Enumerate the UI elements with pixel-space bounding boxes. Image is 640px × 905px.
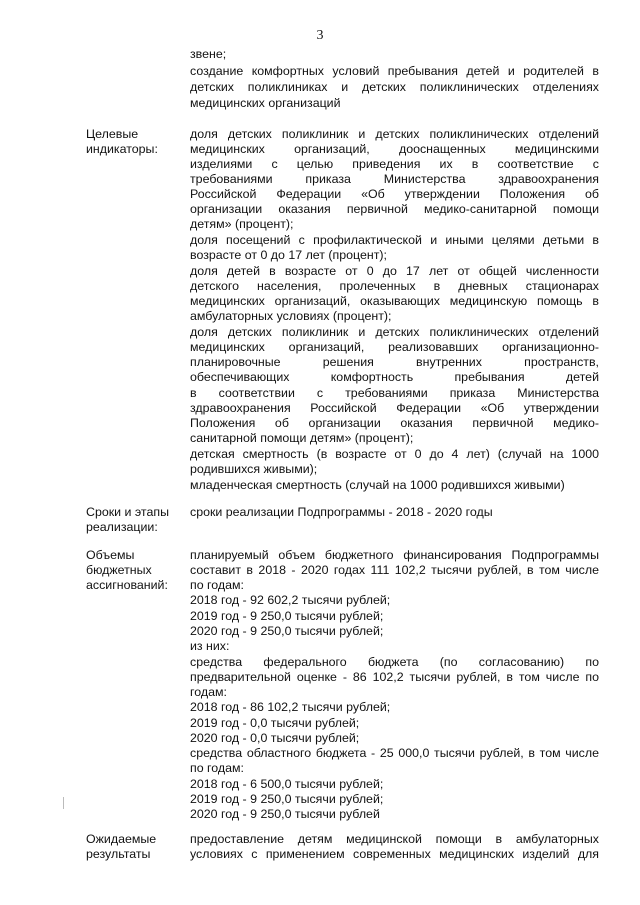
section-label: результаты bbox=[86, 847, 151, 861]
section-label: Сроки и этапы bbox=[86, 505, 169, 519]
budget-line: 2020 год - 0,0 тысячи рублей; bbox=[190, 731, 360, 745]
result-line: предоставление детям медицинской помощи в амбулаторных bbox=[190, 832, 599, 846]
indicator-line: доля детских поликлиник и детских поликлинических отделений bbox=[190, 127, 599, 141]
indicator-line: медицинских организаций, реализовавших организационно- bbox=[190, 340, 599, 354]
budget-line: средства областного бюджета - 25 000,0 тысячи рублей, в том числе bbox=[190, 746, 599, 760]
intro-line: создание комфортных условий пребывания детей и родителей в bbox=[190, 64, 599, 78]
indicator-line: Положения об организации оказания первичной медико- bbox=[190, 416, 599, 430]
indicator-line: Российской Федерации «Об утверждении Положения об bbox=[190, 187, 599, 201]
section-label: ассигнований: bbox=[86, 578, 168, 592]
budget-line: по годам: bbox=[190, 578, 244, 592]
budget-line: по годам: bbox=[190, 761, 244, 775]
indicator-line: детская смертность (в возрасте от 0 до 4 лет) (случай на 1000 bbox=[190, 447, 599, 461]
budget-line: 2020 год - 9 250,0 тысячи рублей; bbox=[190, 624, 384, 638]
indicator-line: амбулаторных условиях (процент); bbox=[190, 309, 392, 323]
indicator-line: доля детских поликлиник и детских поликлинических отделений bbox=[190, 325, 599, 339]
budget-line: 2018 год - 6 500,0 тысячи рублей; bbox=[190, 777, 384, 791]
budget-line: предварительной оценке - 86 102,2 тысячи рублей, в том числе по bbox=[190, 670, 599, 684]
budget-line: планируемый объем бюджетного финансирования Подпрограммы bbox=[190, 548, 599, 562]
budget-line: из них: bbox=[190, 639, 230, 653]
indicator-line: в соответствии с требованиями приказа Министерства bbox=[190, 386, 599, 400]
indicator-line: детского населения, пролеченных в дневных стационарах bbox=[190, 279, 599, 293]
budget-line: 2019 год - 0,0 тысячи рублей; bbox=[190, 716, 360, 730]
budget-line: годам: bbox=[190, 685, 227, 699]
section-label: Объемы bbox=[86, 548, 135, 562]
margin-mark bbox=[63, 797, 64, 809]
indicator-line: изделиями с целью приведения их в соответствие с bbox=[190, 157, 599, 171]
indicator-line: обеспечивающих комфортность пребывания детей bbox=[190, 370, 599, 384]
indicator-line: требованиями приказа Министерства здравоохранения bbox=[190, 172, 599, 186]
indicator-line: детям» (процент); bbox=[190, 217, 294, 231]
indicator-line: планировочные решения внутренних пространств, bbox=[190, 355, 599, 369]
indicator-line: организации оказания первичной медико-санитарной помощи bbox=[190, 202, 599, 216]
intro-line: детских поликлиниках и детских поликлинических отделениях bbox=[190, 80, 599, 94]
budget-line: 2020 год - 9 250,0 тысячи рублей bbox=[190, 807, 380, 821]
intro-line: звене; bbox=[190, 47, 227, 61]
section-label: Ожидаемые bbox=[86, 832, 157, 846]
indicator-line: младенческая смертность (случай на 1000 родившихся живыми) bbox=[190, 478, 565, 492]
budget-line: 2018 год - 92 602,2 тысячи рублей; bbox=[190, 593, 391, 607]
indicator-line: здравоохранения Российской Федерации «Об утверждении bbox=[190, 401, 599, 415]
result-line: условиях с применением современных медицинских изделий для bbox=[190, 847, 599, 861]
indicator-line: доля посещений с профилактической и иными целями детьми в bbox=[190, 233, 599, 247]
section-label: индикаторы: bbox=[86, 142, 158, 156]
indicator-line: санитарной помощи детям» (процент); bbox=[190, 431, 414, 445]
timeline-line: сроки реализации Подпрограммы - 2018 - 2020 годы bbox=[190, 505, 493, 519]
budget-line: 2019 год - 9 250,0 тысячи рублей; bbox=[190, 792, 384, 806]
intro-line: медицинских организаций bbox=[190, 96, 341, 110]
indicator-line: медицинских организаций, дооснащенных медицинскими bbox=[190, 142, 599, 156]
budget-line: 2019 год - 9 250,0 тысячи рублей; bbox=[190, 609, 384, 623]
budget-line: составит в 2018 - 2020 годах 111 102,2 тысячи рублей, в том числе bbox=[190, 563, 599, 577]
indicator-line: доля детей в возрасте от 0 до 17 лет от общей численности bbox=[190, 264, 599, 278]
indicator-line: родившихся живыми); bbox=[190, 462, 318, 476]
budget-line: 2018 год - 86 102,2 тысячи рублей; bbox=[190, 700, 391, 714]
indicator-line: возрасте от 0 до 17 лет (процент); bbox=[190, 248, 387, 262]
section-label: реализации: bbox=[86, 520, 158, 534]
section-label: бюджетных bbox=[86, 563, 152, 577]
page-number: 3 bbox=[316, 28, 324, 43]
indicator-line: медицинских организаций, оказывающих медицинскую помощь в bbox=[190, 294, 599, 308]
budget-line: средства федерального бюджета (по согласованию) по bbox=[190, 655, 599, 669]
section-label: Целевые bbox=[86, 127, 139, 141]
